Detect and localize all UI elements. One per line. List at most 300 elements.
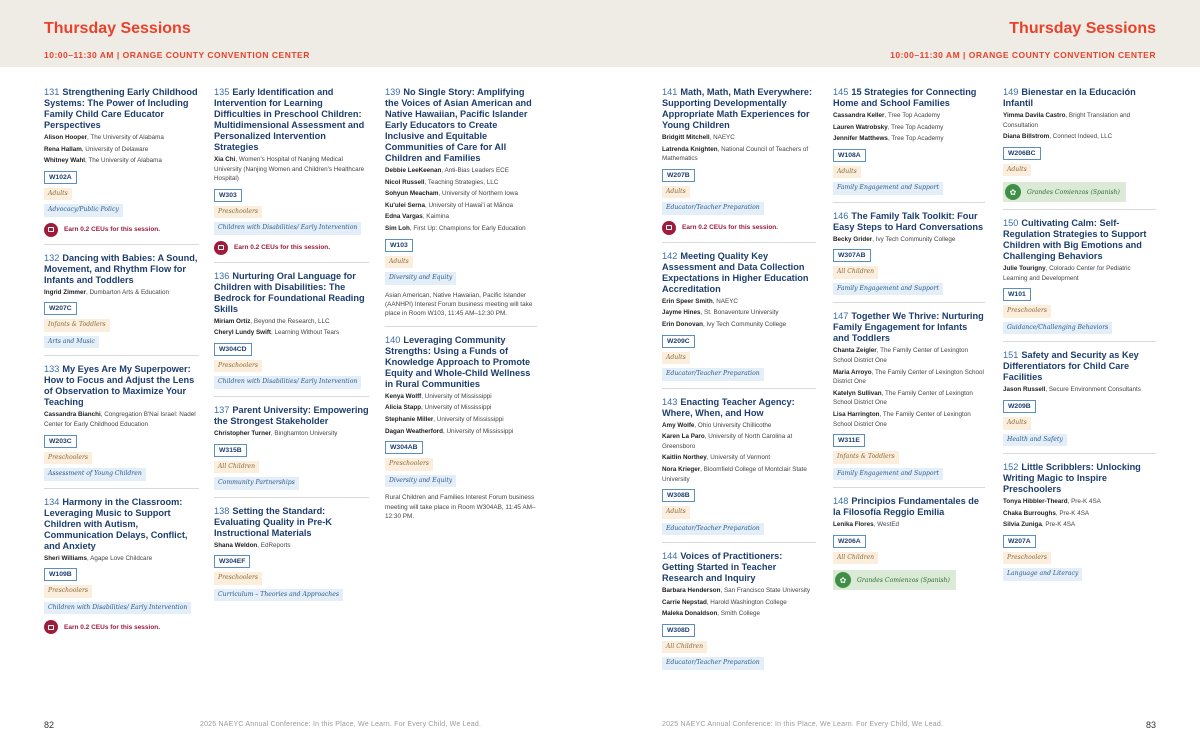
speaker-name: Barbara Henderson bbox=[662, 587, 721, 595]
speaker-affiliation: , WestEd bbox=[873, 521, 900, 529]
session-title-text: My Eyes Are My Superpower: How to Focus and Adjust the Lens of Observation to Maximize Your Teaching bbox=[44, 364, 195, 408]
room-badge: W209B bbox=[1003, 400, 1036, 413]
audience-tag: Adults bbox=[662, 506, 690, 519]
session-column bbox=[214, 87, 369, 616]
session-title-text: Principios Fundamentales de la Filosofía Reggio Emilia bbox=[833, 496, 979, 518]
speaker-affiliation: , Colorado Center for Pediatric Learning and Development bbox=[1003, 265, 1131, 282]
speaker bbox=[385, 212, 537, 222]
room-wrap bbox=[44, 297, 199, 315]
audience-tag: Adults bbox=[385, 256, 413, 269]
session-block bbox=[662, 87, 816, 243]
topic-tag: Curriculum – Theories and Approaches bbox=[214, 589, 343, 602]
ceu-text: Earn 0.2 CEUs for this session. bbox=[64, 226, 161, 234]
room-wrap bbox=[44, 430, 199, 448]
session-block bbox=[1003, 350, 1156, 454]
speaker-affiliation: , Tree Top Academy bbox=[887, 135, 944, 143]
topic-tag: Family Engagement and Support bbox=[833, 283, 943, 296]
speaker-name: Lenika Flores bbox=[833, 521, 874, 529]
session-block bbox=[662, 251, 816, 389]
session-title[interactable] bbox=[214, 87, 369, 153]
session-number: 140 bbox=[385, 334, 401, 345]
session-title-text: Together We Thrive: Nurturing Family Engagement for Infants and Toddlers bbox=[833, 311, 984, 344]
forum-note: Asian American, Native Hawaiian, Pacific Islander (AANHPI) Interest Forum business meeting will take place in Room W103, 11:45 AM–12:30 PM. bbox=[385, 291, 533, 318]
session-block bbox=[833, 211, 985, 304]
session-title-text: Enacting Teacher Agency: Where, When, and How bbox=[662, 396, 795, 418]
speaker bbox=[385, 166, 537, 176]
grandes-comienzos-badge bbox=[833, 570, 956, 590]
audience-tag: Preschoolers bbox=[1003, 552, 1051, 565]
room-badge: W101 bbox=[1003, 288, 1031, 301]
room-badge: W206A bbox=[833, 535, 866, 548]
speaker bbox=[214, 429, 369, 439]
audience-tag: All Children bbox=[214, 461, 259, 474]
room-badge: W108A bbox=[833, 149, 866, 162]
session-title[interactable] bbox=[833, 311, 985, 344]
session-block bbox=[833, 311, 985, 488]
room-wrap bbox=[1003, 395, 1156, 413]
speaker-affiliation: , Kaimina bbox=[422, 213, 450, 221]
speaker bbox=[833, 346, 985, 365]
audience-tag: Preschoolers bbox=[44, 452, 92, 465]
session-title[interactable] bbox=[214, 506, 369, 539]
session-title-text: The Family Talk Toolkit: Four Easy Steps to Hard Conversations bbox=[833, 210, 984, 232]
audience-tag: Preschoolers bbox=[214, 360, 262, 373]
session-title[interactable] bbox=[44, 253, 199, 286]
room-badge: W315B bbox=[214, 444, 247, 457]
speaker-name: Tonya Hibbler-Theard bbox=[1003, 498, 1068, 506]
speaker-affiliation: , University of Mississippi bbox=[421, 392, 492, 400]
room-wrap bbox=[833, 244, 985, 262]
session-number: 152 bbox=[1003, 462, 1019, 473]
topic-tag: Diversity and Equity bbox=[385, 475, 456, 488]
room-wrap bbox=[1003, 142, 1156, 160]
speaker-affiliation: , NAEYC bbox=[709, 134, 735, 141]
speaker-name: Shana Weldon bbox=[214, 541, 258, 549]
audience-tag: Preschoolers bbox=[44, 585, 92, 598]
audience-tag: Adults bbox=[662, 186, 690, 199]
speaker-affiliation: , NAEYC bbox=[712, 297, 738, 305]
session-title-text: Little Scribblers: Unlocking Writing Magic to Inspire Preschoolers bbox=[1003, 462, 1141, 495]
room-badge: W109B bbox=[44, 568, 77, 581]
audience-tag: Adults bbox=[833, 166, 861, 179]
speaker bbox=[385, 427, 537, 437]
room-badge: W304EF bbox=[214, 555, 250, 568]
speaker-name: Edna Vargas bbox=[385, 213, 423, 221]
speaker-affiliation: , Anti-Bias Leaders ECE bbox=[441, 167, 509, 174]
graduation-cap-icon bbox=[44, 223, 58, 237]
speaker bbox=[833, 111, 985, 121]
room-wrap bbox=[662, 164, 816, 182]
audience-tag: Preschoolers bbox=[1003, 305, 1051, 318]
room-wrap bbox=[662, 484, 816, 502]
room-wrap bbox=[833, 530, 985, 548]
speaker-name: Carrie Nepstad bbox=[662, 598, 707, 606]
speaker-affiliation: , Ohio University Chillicothe bbox=[694, 421, 772, 429]
speaker-affiliation: , Secure Environment Consultants bbox=[1045, 386, 1141, 394]
speaker-name: Jennifer Matthews bbox=[833, 135, 888, 143]
session-title-text: Cultivating Calm: Self-Regulation Strategies to Support Children with Big Emotions and Challenging Behaviors bbox=[1003, 218, 1147, 262]
session-title[interactable] bbox=[44, 87, 199, 131]
page-footer: 2025 NAEYC Annual Conference: In this Place, We Learn. For Every Child, We Lead. bbox=[662, 721, 944, 728]
page-header bbox=[0, 0, 600, 67]
graduation-cap-icon bbox=[214, 241, 228, 255]
speaker bbox=[1003, 509, 1156, 519]
speaker bbox=[662, 308, 816, 318]
audience-tag: Infants & Toddlers bbox=[44, 319, 110, 332]
speaker-affiliation: , Ivy Tech Community College bbox=[872, 235, 956, 243]
session-title[interactable] bbox=[662, 551, 816, 584]
page-header bbox=[600, 0, 1200, 67]
speaker bbox=[44, 145, 199, 155]
room-wrap bbox=[1003, 530, 1156, 548]
audience-tag: All Children bbox=[662, 641, 707, 654]
speaker bbox=[1003, 132, 1156, 142]
speaker-name: Debbie LeeKeenan bbox=[385, 167, 442, 174]
session-title[interactable] bbox=[1003, 350, 1156, 383]
speaker-affiliation: , San Francisco State University bbox=[720, 587, 811, 595]
session-title-text: Setting the Standard: Evaluating Quality in Pre-K Instructional Materials bbox=[214, 505, 332, 538]
speaker-name: Lisa Harrington bbox=[833, 410, 880, 418]
room-badge: W308D bbox=[662, 624, 695, 637]
session-title-text: Dancing with Babies: A Sound, Movement, and Rhythm Flow for Infants and Toddlers bbox=[44, 252, 198, 285]
speaker-name: Ingrid Zimmer bbox=[44, 288, 86, 296]
room-badge: W303 bbox=[214, 189, 242, 202]
session-block bbox=[662, 551, 816, 677]
room-badge: W307AB bbox=[833, 249, 871, 262]
speaker bbox=[662, 145, 816, 164]
session-number: 148 bbox=[833, 496, 849, 507]
speaker-affiliation: , University of Hawai'i at Mānoa bbox=[425, 201, 513, 209]
speaker-name: Kenya Wolff bbox=[385, 392, 422, 400]
room-wrap bbox=[214, 439, 369, 457]
speaker bbox=[44, 133, 199, 143]
session-title-text: Voices of Practitioners: Getting Started in Teacher Research and Inquiry bbox=[662, 551, 783, 584]
ceu-note bbox=[44, 223, 199, 237]
speaker bbox=[385, 392, 537, 402]
speaker-name: Maria Arroyo bbox=[833, 368, 872, 376]
speaker-name: Christopher Turner bbox=[214, 429, 271, 437]
speaker-affiliation: , First Up: Champions for Early Education bbox=[409, 224, 526, 232]
speaker-affiliation: , EdReports bbox=[257, 541, 291, 549]
session-block bbox=[833, 496, 985, 597]
speaker bbox=[833, 368, 985, 387]
session-block bbox=[1003, 87, 1156, 210]
room-wrap bbox=[833, 429, 985, 447]
speaker bbox=[385, 189, 537, 199]
speaker bbox=[44, 288, 199, 298]
session-title-text: Bienestar en la Educación Infantil bbox=[1003, 87, 1136, 108]
speaker bbox=[1003, 520, 1156, 530]
session-title[interactable] bbox=[662, 397, 816, 419]
speaker bbox=[1003, 264, 1156, 283]
topic-tag: Family Engagement and Support bbox=[833, 468, 943, 481]
speaker-name: Erin Donovan bbox=[662, 320, 703, 328]
session-title-text: Parent University: Empowering the Strongest Stakeholder bbox=[214, 404, 369, 426]
speaker-name: Miriam Ortiz bbox=[214, 317, 251, 325]
speaker bbox=[662, 609, 816, 619]
speaker-name: Chaka Burroughs bbox=[1003, 509, 1056, 517]
session-block bbox=[662, 397, 816, 544]
room-badge: W103 bbox=[385, 239, 413, 252]
speaker-name: Chanta Zeigler bbox=[833, 347, 877, 355]
audience-tag: Adults bbox=[1003, 417, 1031, 430]
speaker bbox=[44, 156, 199, 166]
speaker-affiliation: , Women's Hospital of Nanjing Medical University (Nanjing Women and Children's Healthcare Hospital) bbox=[214, 156, 365, 183]
speaker bbox=[44, 410, 199, 429]
session-number: 134 bbox=[44, 496, 60, 507]
session-title-text: Harmony in the Classroom: Leveraging Music to Support Children with Autism, Communication Delays, Conflict, and Anxiety bbox=[44, 496, 188, 551]
speaker-affiliation: , The Family Center of Lexington School District One bbox=[833, 389, 973, 407]
audience-tag: All Children bbox=[833, 552, 878, 565]
room-wrap bbox=[214, 550, 369, 568]
room-wrap bbox=[214, 338, 369, 356]
session-title[interactable] bbox=[833, 87, 985, 109]
speaker bbox=[662, 598, 816, 608]
session-title[interactable] bbox=[662, 87, 816, 131]
session-title[interactable] bbox=[385, 87, 537, 164]
session-title-text: Math, Math, Math Everywhere: Supporting Developmentally Appropriate Math Experiences for Young Children bbox=[662, 87, 813, 130]
speaker bbox=[833, 123, 985, 133]
page-number: 83 bbox=[1145, 720, 1156, 730]
topic-tag: Children with Disabilities/ Early Intervention bbox=[44, 602, 191, 615]
speaker-affiliation: , Harold Washington College bbox=[706, 598, 787, 606]
room-wrap bbox=[1003, 283, 1156, 301]
speaker-affiliation: , St. Bonaventure University bbox=[700, 309, 779, 317]
speaker-name: Jason Russell bbox=[1003, 386, 1046, 394]
page-footer: 2025 NAEYC Annual Conference: In this Place, We Learn. For Every Child, We Lead. bbox=[200, 721, 482, 728]
speaker-affiliation: , Bloomfield College of Montclair State University bbox=[662, 465, 807, 483]
speaker bbox=[833, 389, 985, 408]
topic-tag: Advocacy/Public Policy bbox=[44, 204, 123, 217]
session-number: 149 bbox=[1003, 87, 1019, 97]
gc-label: Grandes Comienzos (Spanish) bbox=[857, 576, 950, 584]
speaker-name: Maleka Donaldson bbox=[662, 610, 718, 618]
speaker bbox=[214, 541, 369, 551]
speaker-name: Becky Grider bbox=[833, 235, 873, 243]
speaker-name: Diana Billstrom bbox=[1003, 133, 1050, 141]
speaker-affiliation: , Congregation B'Nai Israel: Nadel Center for Early Childhood Education bbox=[44, 411, 196, 428]
session-title[interactable] bbox=[385, 335, 537, 390]
speaker-affiliation: , University of North Carolina at Greensboro bbox=[662, 433, 793, 450]
session-title-text: Early Identification and Intervention for Learning Difficulties in Preschool Children: Multidimensional Assessment and Personalized Intervention Strategies bbox=[214, 87, 365, 152]
speaker-affiliation: , The University of Alabama bbox=[87, 134, 164, 141]
speaker bbox=[44, 554, 199, 564]
speaker bbox=[662, 320, 816, 330]
speaker bbox=[214, 155, 369, 184]
time-location: 10:00–11:30 AM | ORANGE COUNTY CONVENTION CENTER bbox=[890, 50, 1156, 60]
room-badge: W311E bbox=[833, 434, 865, 447]
topic-tag: Language and Literacy bbox=[1003, 568, 1082, 581]
room-badge: W207C bbox=[44, 302, 77, 315]
session-number: 136 bbox=[214, 270, 230, 281]
session-block bbox=[385, 87, 537, 327]
session-title-text: Nurturing Oral Language for Children with Disabilities: The Bedrock for Foundational Reading Skills bbox=[214, 270, 365, 314]
speaker bbox=[662, 586, 816, 596]
gc-label: Grandes Comienzos (Spanish) bbox=[1027, 188, 1120, 196]
speaker bbox=[662, 133, 816, 143]
speaker bbox=[214, 328, 369, 338]
audience-tag: All Children bbox=[833, 266, 878, 279]
ceu-text: Earn 0.2 CEUs for this session. bbox=[64, 623, 161, 631]
speaker-affiliation: , The University of Alabama bbox=[85, 157, 162, 165]
speaker-name: Erin Speer Smith bbox=[662, 297, 713, 305]
speaker-name: Cassandra Keller bbox=[833, 112, 885, 119]
speaker-affiliation: , Connect Indeed, LLC bbox=[1049, 133, 1113, 141]
ceu-text: Earn 0.2 CEUs for this session. bbox=[682, 224, 779, 232]
room-wrap bbox=[385, 234, 537, 252]
session-title-text: Strengthening Early Childhood Systems: The Power of Including Family Child Care Educator Perspectives bbox=[44, 87, 198, 130]
room-badge: W206BC bbox=[1003, 147, 1041, 160]
speaker-name: Karen La Paro bbox=[662, 433, 705, 441]
room-wrap bbox=[385, 436, 537, 454]
speaker-affiliation: , University of Mississippi bbox=[433, 415, 504, 423]
topic-tag: Health and Safety bbox=[1003, 434, 1067, 447]
session-block bbox=[214, 506, 369, 609]
session-number: 143 bbox=[662, 396, 678, 407]
speaker-affiliation: , Ivy Tech Community College bbox=[702, 320, 787, 328]
speaker-name: Latrenda Knighten bbox=[662, 145, 718, 153]
speaker-affiliation: , National Council of Teachers of Mathematics bbox=[662, 145, 809, 163]
topic-tag: Educator/Teacher Preparation bbox=[662, 657, 764, 670]
speaker-name: Sohyun Meacham bbox=[385, 190, 439, 198]
session-number: 132 bbox=[44, 252, 60, 263]
topic-tag: Guidance/Challenging Behaviors bbox=[1003, 322, 1112, 335]
speaker bbox=[662, 465, 816, 484]
session-number: 133 bbox=[44, 364, 60, 375]
session-block bbox=[214, 87, 369, 263]
session-title-text: No Single Story: Amplifying the Voices of Asian American and Native Hawaiian, Pacific Islander Early Educators to Create Inclusive and Equitable Communities of Care for All Children and Families bbox=[385, 87, 532, 163]
speaker-affiliation: , The Family Center of Lexington School District One bbox=[833, 347, 968, 364]
speaker-affiliation: , The Family Center of Lexington School District One bbox=[833, 368, 984, 386]
speaker-affiliation: , Teaching Strategies, LLC bbox=[424, 178, 499, 186]
session-column bbox=[385, 87, 537, 536]
speaker-affiliation: , Smith College bbox=[717, 610, 760, 618]
speaker-affiliation: , Binghamton University bbox=[270, 429, 338, 437]
room-wrap bbox=[662, 619, 816, 637]
session-title-text: Meeting Quality Key Assessment and Data Collection Expectations in Higher Education Accreditation bbox=[662, 250, 809, 294]
topic-tag: Children with Disabilities/ Early Intervention bbox=[214, 376, 361, 389]
speaker-affiliation: , Pre-K 4SA bbox=[1055, 509, 1090, 517]
topic-tag: Community Partnerships bbox=[214, 477, 299, 490]
speaker bbox=[662, 297, 816, 307]
speaker-affiliation: , Pre-K 4SA bbox=[1041, 521, 1076, 529]
speaker-name: Sim Loh bbox=[385, 224, 410, 232]
page-number: 82 bbox=[44, 720, 55, 730]
audience-tag: Adults bbox=[44, 188, 72, 201]
speaker bbox=[385, 201, 537, 211]
session-block bbox=[214, 271, 369, 397]
session-title[interactable] bbox=[1003, 218, 1156, 262]
speaker-name: Yimma Davila Castro bbox=[1003, 112, 1066, 119]
speaker-affiliation: , University of Vermont bbox=[706, 454, 771, 462]
speaker-name: Amy Wolfe bbox=[662, 421, 695, 429]
session-number: 142 bbox=[662, 250, 678, 261]
room-wrap bbox=[833, 144, 985, 162]
speaker-name: Julie Tourigny bbox=[1003, 265, 1046, 273]
session-number: 141 bbox=[662, 87, 678, 97]
forum-note: Rural Children and Families Interest Forum business meeting will take place in Room W304AB, 11:45 AM–12:30 PM. bbox=[385, 494, 536, 520]
topic-tag: Family Engagement and Support bbox=[833, 182, 943, 195]
session-title[interactable] bbox=[214, 405, 369, 427]
session-block bbox=[44, 87, 199, 245]
topic-tag: Arts and Music bbox=[44, 336, 99, 349]
speaker-name: Katelyn Sullivan bbox=[833, 389, 882, 397]
session-number: 131 bbox=[44, 87, 60, 97]
speaker-affiliation: , Learning Without Tears bbox=[271, 329, 340, 337]
session-title[interactable] bbox=[44, 497, 199, 552]
speaker bbox=[833, 235, 985, 245]
session-number: 139 bbox=[385, 87, 401, 97]
session-title[interactable] bbox=[1003, 462, 1156, 495]
session-number: 145 bbox=[833, 87, 849, 97]
session-block bbox=[833, 87, 985, 203]
session-column bbox=[833, 87, 985, 605]
speaker bbox=[1003, 385, 1156, 395]
session-block bbox=[44, 497, 199, 642]
graduation-cap-icon bbox=[44, 620, 58, 634]
ceu-note bbox=[44, 620, 199, 634]
globe-icon: ✿ bbox=[1005, 184, 1021, 200]
session-block bbox=[385, 335, 537, 529]
speaker-name: Dagan Weatherford bbox=[385, 427, 443, 435]
topic-tag: Educator/Teacher Preparation bbox=[662, 202, 764, 215]
speaker bbox=[662, 453, 816, 463]
speaker-name: Cheryl Lundy Swift bbox=[214, 329, 272, 337]
speaker-affiliation: , Beyond the Research, LLC bbox=[250, 317, 330, 325]
speaker bbox=[833, 134, 985, 144]
session-title-text: 15 Strategies for Connecting Home and School Families bbox=[833, 87, 977, 108]
topic-tag: Assessment of Young Children bbox=[44, 468, 146, 481]
speaker-name: Stephanie Miller bbox=[385, 415, 434, 423]
speaker-name: Kaitlin Northey bbox=[662, 454, 707, 462]
page-title: Thursday Sessions bbox=[1009, 20, 1156, 37]
speaker-name: Alicia Stapp bbox=[385, 404, 422, 412]
ceu-text: Earn 0.2 CEUs for this session. bbox=[234, 244, 331, 252]
session-block bbox=[1003, 218, 1156, 342]
speaker-affiliation: , University of Mississippi bbox=[442, 427, 514, 435]
speaker-affiliation: , Tree Top Academy bbox=[887, 123, 944, 131]
session-block bbox=[214, 405, 369, 498]
grandes-comienzos-badge bbox=[1003, 182, 1126, 202]
session-number: 135 bbox=[214, 87, 230, 97]
topic-tag: Educator/Teacher Preparation bbox=[662, 523, 764, 536]
session-title[interactable] bbox=[214, 271, 369, 315]
speaker bbox=[662, 421, 816, 431]
session-title[interactable] bbox=[833, 211, 985, 233]
topic-tag: Educator/Teacher Preparation bbox=[662, 368, 764, 381]
session-column bbox=[1003, 87, 1156, 596]
session-number: 137 bbox=[214, 404, 230, 415]
ceu-note bbox=[662, 221, 816, 235]
speaker bbox=[385, 178, 537, 188]
speaker-name: Lauren Watrobsky bbox=[833, 123, 888, 131]
audience-tag: Preschoolers bbox=[214, 572, 262, 585]
speaker bbox=[833, 410, 985, 429]
audience-tag: Preschoolers bbox=[214, 206, 262, 219]
room-wrap bbox=[214, 184, 369, 202]
session-title[interactable] bbox=[833, 496, 985, 518]
session-title[interactable] bbox=[44, 364, 199, 408]
speaker-name: Sheri Williams bbox=[44, 554, 87, 562]
session-title[interactable] bbox=[1003, 87, 1156, 109]
speaker-name: Rena Hallam bbox=[44, 145, 82, 153]
audience-tag: Infants & Toddlers bbox=[833, 451, 899, 464]
speaker-affiliation: , University of Northern Iowa bbox=[438, 190, 518, 198]
session-title[interactable] bbox=[662, 251, 816, 295]
session-column bbox=[44, 87, 199, 649]
time-location: 10:00–11:30 AM | ORANGE COUNTY CONVENTION CENTER bbox=[44, 50, 310, 60]
session-number: 151 bbox=[1003, 350, 1019, 361]
